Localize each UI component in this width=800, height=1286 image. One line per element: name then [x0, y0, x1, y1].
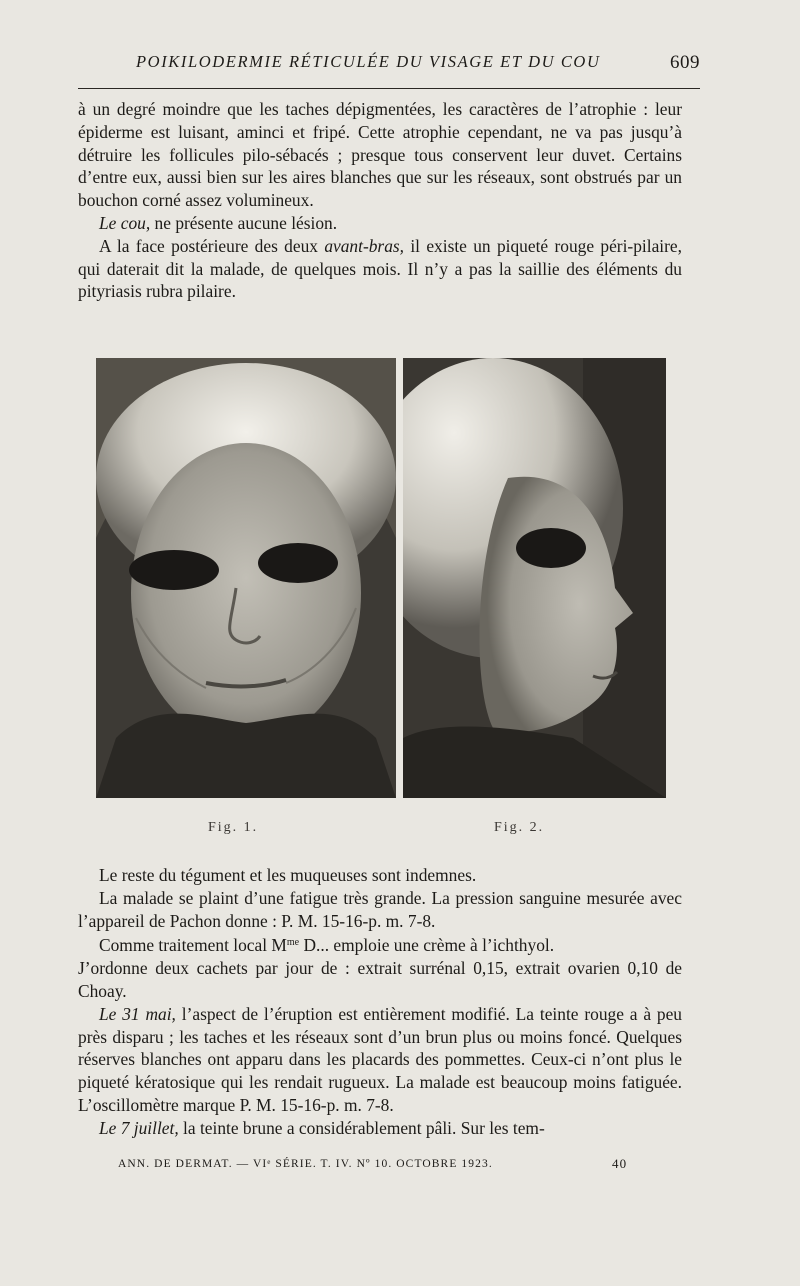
traitement-sup: me	[286, 937, 300, 949]
figure-2-caption: Fig. 2.	[494, 820, 545, 835]
text-7-juillet: la teinte brune a considérablement pâli. Sur les tem-	[178, 1117, 545, 1138]
journal-citation: ANN. DE DERMAT. — VIᵉ SÉRIE. T. IV. Nº 10. OCTOBRE 1923.	[118, 1158, 493, 1170]
paragraph-7-juillet	[78, 1117, 682, 1140]
paragraph-fatigue: La malade se plaint d’une fatigue très grande. La pression sanguine mesurée avec l’appareil de Pachon donne : P. M. 15-16-p. m. 7-8.	[78, 887, 682, 931]
figure-plate	[96, 358, 666, 800]
cou-rest: ne présente aucune lésion.	[150, 212, 338, 233]
paragraph-31-mai	[78, 1003, 682, 1117]
figure-1-caption: Fig. 1.	[208, 820, 259, 835]
figure-2-photo	[403, 358, 666, 798]
date-7-juillet: Le 7 juillet,	[99, 1117, 179, 1138]
avant-bras-term: avant-bras,	[324, 235, 405, 256]
avant-bras-after: il existe un piqueté rouge péri-pilaire, qui daterait dit la malade, de quelques mois. Il n’y a pas la saillie des éléments du pityriasis rubra pilaire.	[78, 235, 682, 302]
paragraph-atrophy: à un degré moindre que les taches dépigmentées, les caractères de l’atrophie : leur épiderme est luisant, aminci et fripé. Cette atrophie cependant, ne va pas jusqu’à détruire les follicules pilo-sébacés ; presque tous conservent leur duvet. Certains d’entre eux, aussi bien sur les aires blanches que sur les réseaux, sont obstrués par un bouchon corné assez volumineux.	[78, 99, 682, 211]
text-block-bottom	[78, 864, 682, 1140]
figure-1-photo	[96, 358, 396, 798]
paragraph-cou	[78, 212, 682, 235]
page-header	[78, 48, 700, 88]
header-rule	[78, 88, 700, 89]
traitement-before: Comme traitement local M	[99, 935, 287, 956]
avant-bras-before: A la face postérieure des deux	[99, 235, 325, 256]
traitement-after: D... emploie une crème à l’ichthyol.	[299, 935, 555, 956]
paragraph-avant-bras	[78, 235, 682, 303]
paragraph-traitement	[78, 932, 682, 957]
text-block-top	[78, 98, 682, 303]
cou-lead: Le cou,	[99, 212, 151, 233]
paragraph-ordonnance: J’ordonne deux cachets par jour de : extrait surrénal 0,15, extrait ovarien 0,10 de Choay.	[78, 958, 682, 1001]
page-number: 609	[670, 52, 700, 73]
signature-folio: 40	[612, 1156, 628, 1171]
running-title: POIKILODERMIE RÉTICULÉE DU VISAGE ET DU COU	[136, 52, 601, 71]
date-31-mai: Le 31 mai,	[99, 1003, 176, 1024]
paragraph-tegument: Le reste du tégument et les muqueuses sont indemnes.	[99, 865, 477, 885]
page-footer	[118, 1158, 638, 1170]
text-31-mai: l’aspect de l’éruption est entièrement modifié. La teinte rouge a à peu près disparu ; les taches et les réseaux sont d’un brun plus ou moins foncé. Quelques réserves blanches ont apparu dans les placards des pommettes. Ceux-ci n’ont plus le piqueté kératosique qui les rendait rugueux. La malade est beaucoup moins fatiguée. L’oscillomètre marque P. M. 15-16-p. m. 7-8.	[78, 1003, 682, 1115]
